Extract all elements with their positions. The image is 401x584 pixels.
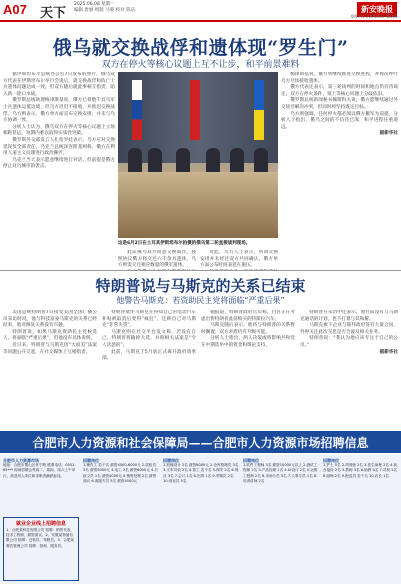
- ad-online-box: [3, 517, 79, 581]
- paragraph: 特朗普说：“我认为他应该专注于自己的公司。”: [300, 336, 398, 348]
- paragraph: 俄罗斯总统助理梅津斯基说，俄方已将数千具乌军士兵遗体运抵边境，但乌方迟迟不接收，并推迟交换战俘。乌方则表示，俄方单方面宣布交换安排，并未与乌方协调一致。: [3, 98, 115, 124]
- ad-column-text: 地址：合肥市蜀山区怀宁路 联系电话：0551-65*** 现场招聘会每周二、周四、周六上午举行，欢迎用人单位和求职者踊跃参加。: [3, 463, 76, 478]
- paragraph: 俄罗斯总统新闻秘书佩斯科夫说，俄方愿继续通过外交途径解决冲突，但同时将坚持既定目标。: [281, 98, 398, 110]
- recruitment-banner: [0, 431, 401, 453]
- recruitment-ad: [0, 455, 401, 584]
- paragraph: 分析人士认为，俄乌双方在停火等核心议题上立场相距甚远，短期内难以取得实质性突破。: [3, 124, 115, 137]
- ad-column-text: 1.护士 5名 2.药剂师 2名 3.医生助理 2名 4.前台接待 2名 5.教师 3名 6.助教 4名 7.司机 2名 8.厨师 2名 9.配送员 若干名 10.店长 1名: [323, 463, 398, 478]
- paragraph: 俄罗斯外交部发言人扎哈罗娃表示，乌方应对交换延误负全部责任。乌克兰总统泽连斯基则称，俄方在利用人道主义问题进行政治操弄。: [3, 137, 115, 157]
- paragraph: 据伊斯坦布尔总统办公室7日发布的照片，俄乌双方代表在伊斯坦布尔举行会谈后，就交换战俘和阵亡士兵遗体问题达成一致，但双方随后就此事相互指责，陷入新一轮口水战。: [3, 72, 115, 97]
- ad-column-heading: 合肥市人力资源市场: [3, 458, 39, 463]
- editor-line: 编辑 唐丽 组版 马蒙 校对 陈洁: [74, 8, 136, 13]
- paragraph: 马斯克旗下企业与联邦政府签有大量合同，外界关注此次交恶是否会波及相关业务。: [300, 323, 398, 335]
- article2-column-1: [3, 310, 97, 426]
- ad-column-2: [83, 458, 159, 582]
- paragraph: 分析人士指出，两人决裂或将影响共和党在中期选举中的资金和舆论支持。: [201, 336, 295, 348]
- article1-subhead: 双方在停火等核心议题上互不让步，和平前景难料: [101, 60, 300, 70]
- flag-icon: [254, 80, 264, 140]
- masthead: [0, 0, 401, 22]
- article2-column-3: [201, 310, 295, 426]
- ad-column-heading: 招聘岗位: [163, 458, 179, 463]
- recruitment-banner-title: 合肥市人力资源和社会保障局——合肥市人力资源市场招聘信息: [32, 436, 369, 450]
- paragraph: 俄方代表还表示，第三轮谈判的时间和地点仍有待商定。双方在停火条件、领土等核心问题上分歧依旧。: [281, 85, 398, 97]
- ad-column-heading: 招聘岗位: [323, 458, 339, 463]
- ad-box-text: 1、合肥某科技有限公司 招聘：销售代表、技术工程师，薪资面议。2、安徽某物流有限公司 招聘：仓管员、驾驶员。3、合肥某餐饮管理公司 招聘：厨师、服务员。: [6, 528, 75, 548]
- ad-column-text: 1.操作工 若干名 薪资4500-6000元 2.质检员 3名 薪资5000元 3.电工 2名 薪资6000元 4.行政文员 1名 薪资4000元 5.销售经理 2名 薪资面议 6.客服专员 5名 薪资4500元: [83, 463, 158, 483]
- paragraph: 梅津斯基说，俄方将继续推进交换进程，并再次呼吁乌方尽快接收遗体。: [281, 72, 398, 84]
- ad-column-3: [163, 458, 239, 582]
- paragraph: 美国总统特朗普7日接受美国全国广播公司采访时说，他与科技富豪马斯克的关系已经结束，他对修复关系没有兴趣。: [3, 310, 97, 329]
- paragraph: 特朗普在采访中还表示，他目前没有与马斯克通话的计划，也不打算与其和解。: [300, 310, 398, 322]
- negotiation-table: [118, 172, 278, 238]
- article2-column-4: [300, 310, 398, 426]
- photo-caption: 这是6月2日在土耳其伊斯坦布尔拍摄的俄乌第二轮直接谈判现场。: [118, 241, 251, 246]
- page-number: A07: [3, 2, 27, 17]
- ad-column-text: 1.软件工程师 3名 薪资10000元以上 2.测试工程师 2名 3.产品经理 1名 4.UI设计 2名 5.运维工程师 2名 6.市场专员 3名 7.人事专员 1名 8.培训讲师 2名: [243, 463, 318, 483]
- issue-date: 2025.06.08 星期一: [74, 2, 115, 7]
- news-photo-negotiation: [118, 72, 278, 238]
- paragraph: 据报道，特朗普政府官员称，白宫正在考虑出售特朗普此前购买的特斯拉汽车。: [201, 310, 295, 322]
- ad-column-1: [3, 458, 79, 514]
- paragraph: 乌克兰当天表示愿意继续进行对话，但前提是俄方停止对乌城市的袭击。: [3, 157, 115, 170]
- ad-column-heading: 招聘岗位: [83, 458, 99, 463]
- article1-column-4: [281, 72, 398, 268]
- paragraph: 马斯克则在社交平台发文称，若没有自己，特朗普将输掉大选，并称相关法案是“令人厌恶的”。: [102, 329, 196, 348]
- article2-subhead: 他警告马斯克：若资助民主党将面临“严重后果”: [116, 296, 285, 305]
- article2-headline: 特朗普说与马斯克的关系已结束: [95, 277, 306, 295]
- article1-headline: 俄乌就交换战俘和遗体现“罗生门”: [52, 37, 349, 59]
- article1-column-1: [3, 72, 115, 268]
- flag-icon: [190, 80, 200, 140]
- section-divider: [0, 270, 401, 271]
- flag-icon: [132, 80, 142, 140]
- paragraph: 近日来，特朗普与马斯克因“大而美”法案等问题公开交恶，在社交媒体上互相指责。: [3, 342, 97, 355]
- paragraph: 此前，马斯克于5月底正式离开政府效率部。: [102, 349, 196, 362]
- paragraph: 此前俄乌双方同意交换战俘，按照协议俄方将交还六千余具遗体，乌方则需交还相应数量的俄军遗体。: [118, 250, 196, 269]
- article1-column-3: [200, 250, 278, 270]
- ad-column-heading: 招聘岗位: [243, 458, 259, 463]
- article1-byline: 据新华社: [379, 131, 398, 137]
- ad-column-5: [323, 458, 398, 582]
- paragraph: 乌方则强调，任何停火都必须以俄方撤军为前提。分析人士指出，俄乌之间的不信任已深，和平进程任重道远。: [281, 111, 398, 130]
- ad-column-text: 1.机械设计 2名 薪资8000元 2.仓库管理员 3名 3.叉车司机 2名 4.普工 若干名 5.保安 2名 6.保洁 3名 7.会计 1名 8.出纳 1名 9.采购员 2名 10.营业员 5名: [163, 463, 239, 483]
- paragraph: 特朗普说，如果马斯克资助民主党候选人，将面临“严重后果”，但他没有具体说明。: [3, 329, 97, 342]
- paragraph: 特朗普批评马斯克在得知自己的电动汽车补贴被取消后变得“疯狂”，还称自己对马斯克“非常失望”。: [102, 310, 196, 329]
- newspaper-logo-sub: XIN AN EVENING NEWS: [350, 14, 397, 19]
- issue-meta: [74, 2, 194, 14]
- paragraph: 马斯克随后表示，他将与特朗普的关系暂时搁置，双方矛盾仍有升级可能。: [201, 323, 295, 335]
- article2-column-2: [102, 310, 196, 426]
- article1-column-2: [118, 250, 196, 270]
- article2-byline: 据新华社: [379, 349, 398, 355]
- ad-box-title: 就业企业线上招聘信息: [15, 521, 66, 527]
- section-title: 天下: [40, 6, 67, 21]
- ad-column-4: [243, 458, 319, 582]
- newspaper-logo: 新安晚报: [357, 2, 397, 17]
- paragraph: 对此，乌方人士表示，所谓交换安排并未经过双方共同确认，俄方单方面公布时间表意在施压。: [200, 250, 278, 269]
